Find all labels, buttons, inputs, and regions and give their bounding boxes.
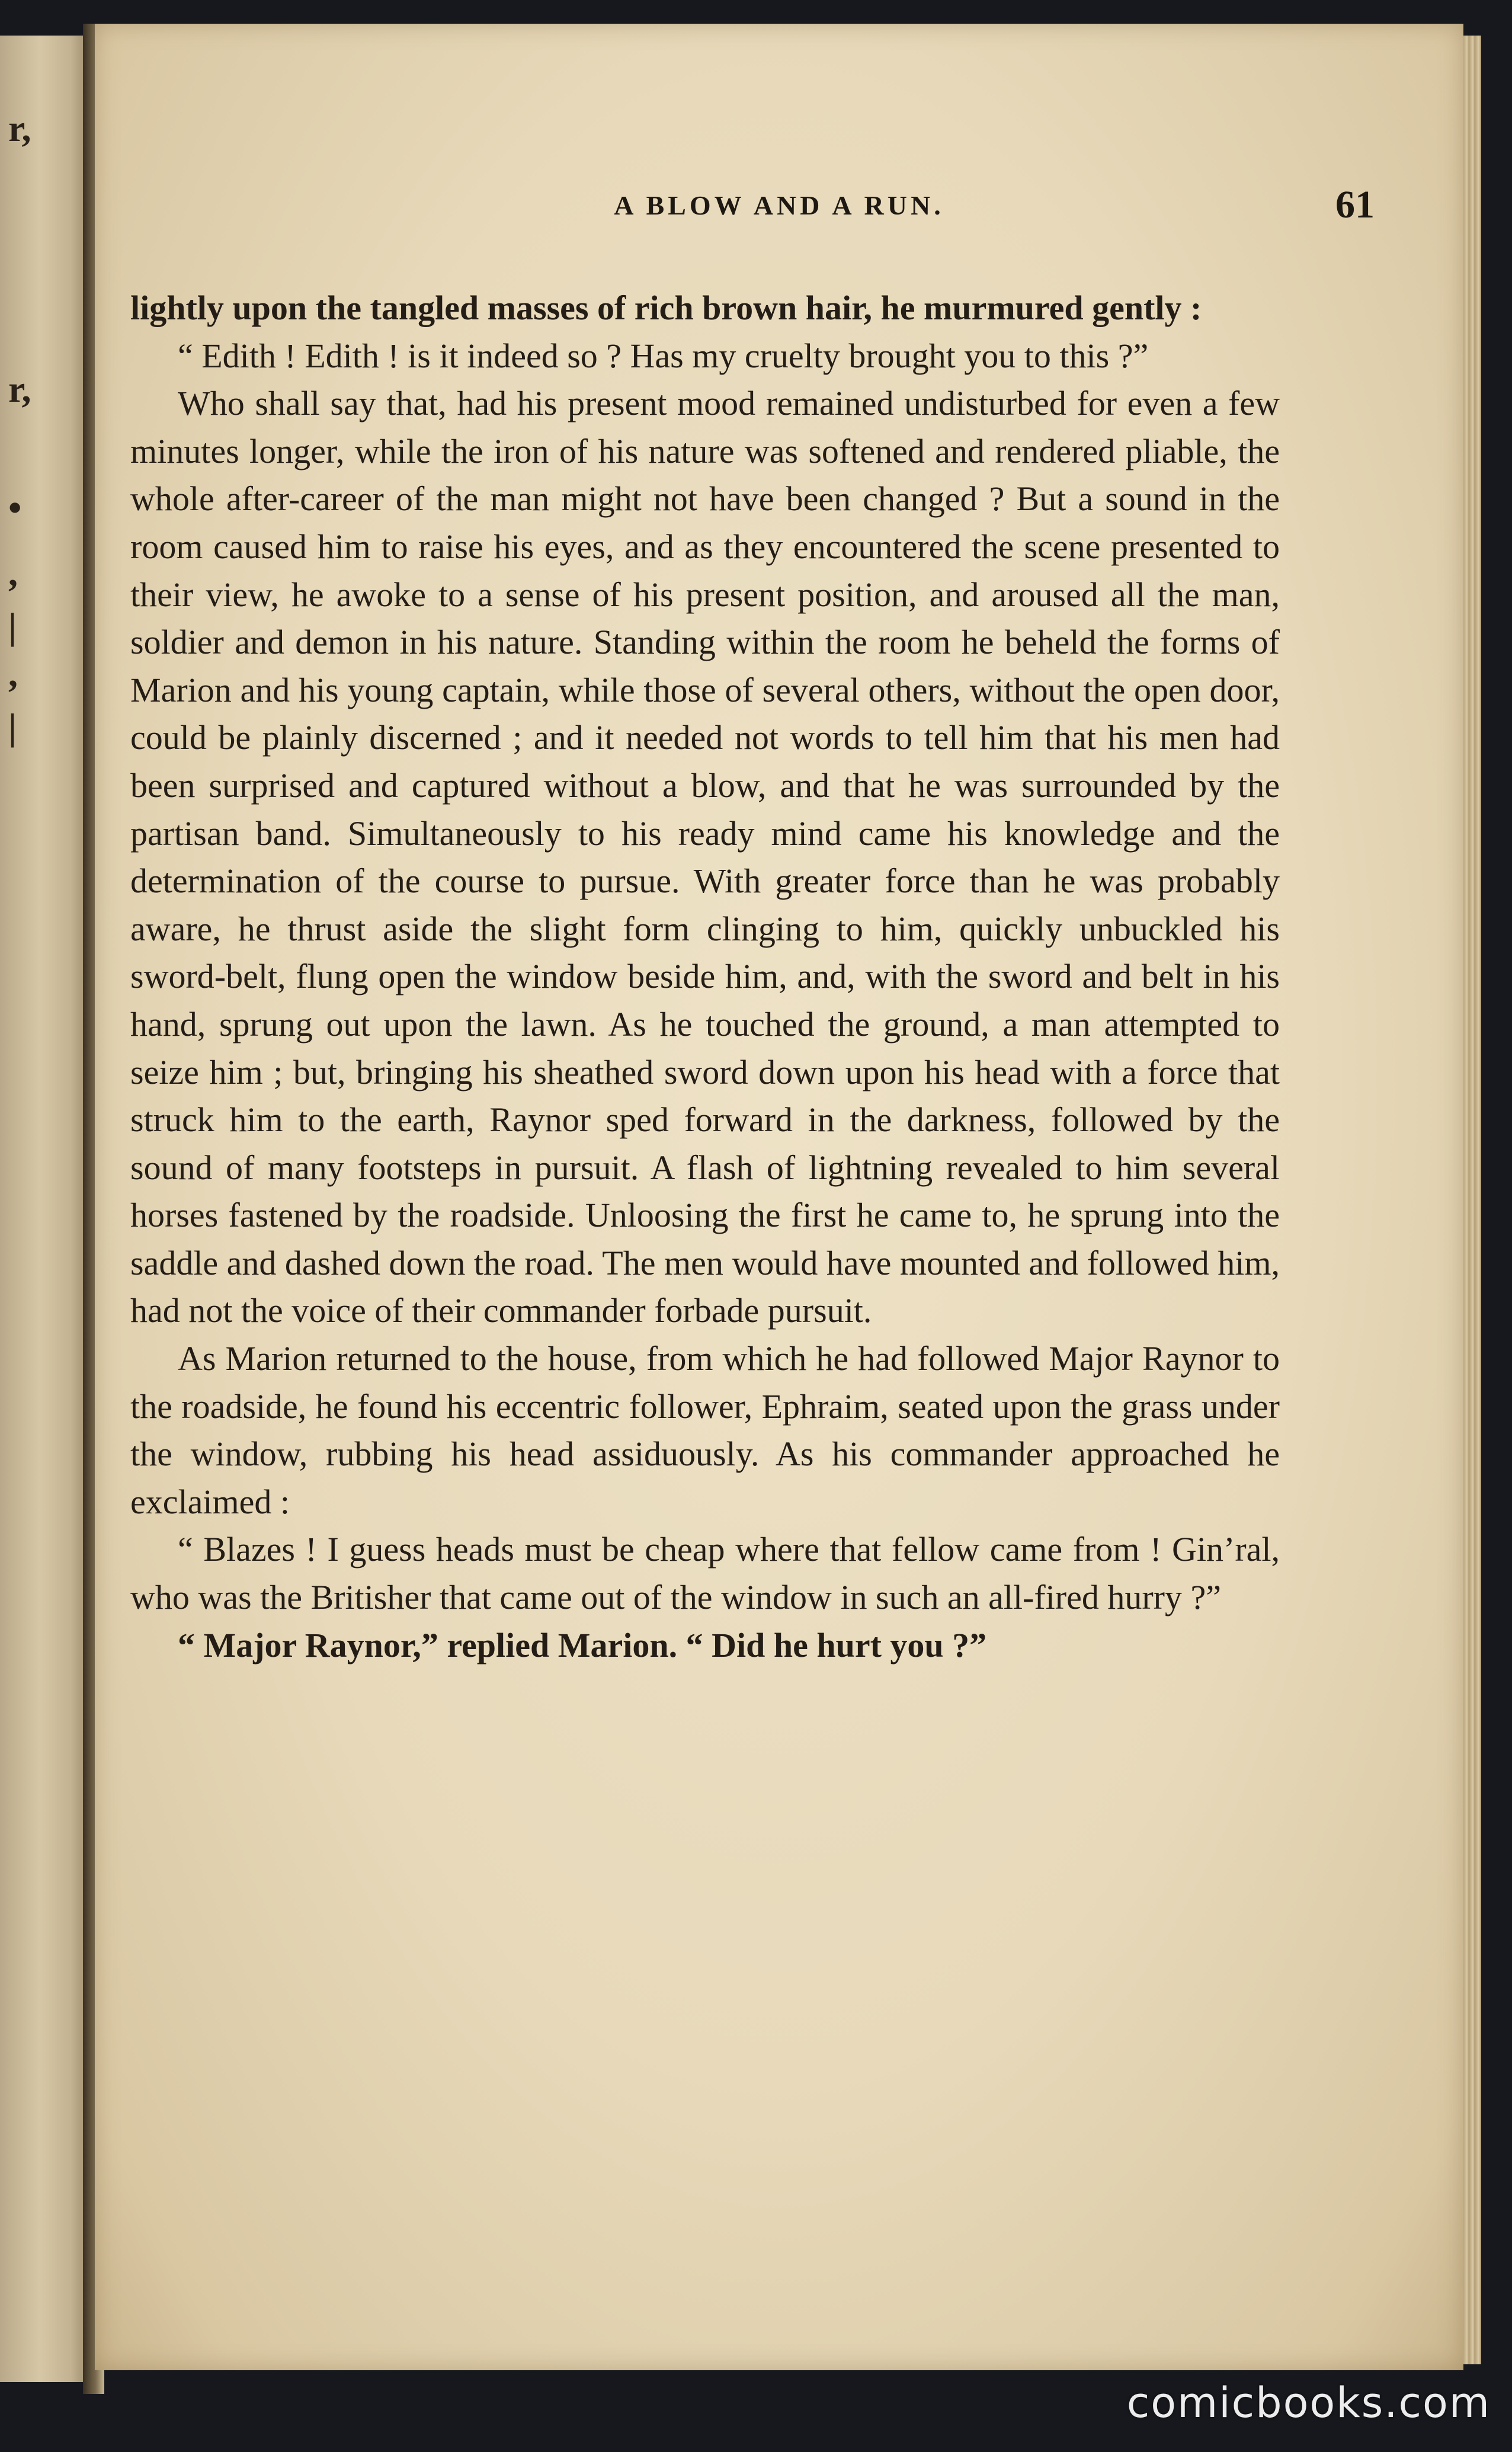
paragraph: Who shall say that, had his present mood remained undisturbed for even a few minutes longer, while the iron of his nature was softened and rendered pliable, the whole after-career of the man might not have been changed ? But a sound in the room caused him to raise his eyes, and as they encountered the scene presented to their view, he awoke to a sense of his present position, and aroused all the man, soldier and demon in his nature. Standing within the room he beheld the forms of Marion and his young captain, while those of several others, without the open door, could be plainly discerned ; and it needed not words to tell him that his men had been surprised and captured without a blow, and that he was surrounded by the partisan band. Simultaneously to his ready mind came his knowledge and the determination of the course to pursue. With greater force than he was probably aware, he thrust aside the slight form clinging to him, quickly unbuckled his sword-belt, flung open the window beside him, and, with the sword and belt in his hand, sprung out upon the lawn. As he touched the ground, a man attempted to seize him ; but, bringing his sheathed sword down upon his head with a force that struck him to the earth, Raynor sped forward in the darkness, followed by the sound of many footsteps in pursuit. A flash of lightning revealed to him several horses fastened by the roadside. Unloosing the first he came to, he sprung into the saddle and dashed down the road. The men would have mounted and followed him, had not the voice of their commander forbade pursuit. <box>130 384 1280 1330</box>
left-edge-char: r, <box>8 368 31 410</box>
left-page-edge <box>0 36 89 2382</box>
paragraph: “ Major Raynor,” replied Marion. “ Did he hurt you ?” <box>178 1625 987 1664</box>
left-edge-char: • <box>8 486 22 529</box>
page-number: 61 <box>1335 183 1375 226</box>
left-edge-char: , <box>8 552 18 594</box>
left-edge-char: | <box>8 706 17 748</box>
left-edge-char: | <box>8 605 17 647</box>
paragraph: lightly upon the tangled masses of rich brown hair, he murmured gently : <box>130 289 1202 327</box>
body-text <box>130 284 1280 1669</box>
watermark: comicbooks.com <box>1126 2379 1491 2427</box>
left-edge-char: r, <box>8 107 31 149</box>
paragraph: “ Blazes ! I guess heads must be cheap where that fellow came from ! Gin’ral, who was the Britisher that came out of the window in such an all-fired hurry ?” <box>130 1530 1280 1617</box>
paragraph: “ Edith ! Edith ! is it indeed so ? Has my cruelty brought you to this ?” <box>178 336 1149 375</box>
left-edge-char: , <box>8 652 18 694</box>
paragraph: As Marion returned to the house, from which he had followed Major Raynor to the roadside, he found his eccentric follower, Ephraim, seated upon the grass under the window, rubbing his head assiduously. As his commander approached he exclaimed : <box>130 1339 1280 1521</box>
running-title: A BLOW AND A RUN. <box>614 190 944 220</box>
page-header <box>95 178 1463 231</box>
